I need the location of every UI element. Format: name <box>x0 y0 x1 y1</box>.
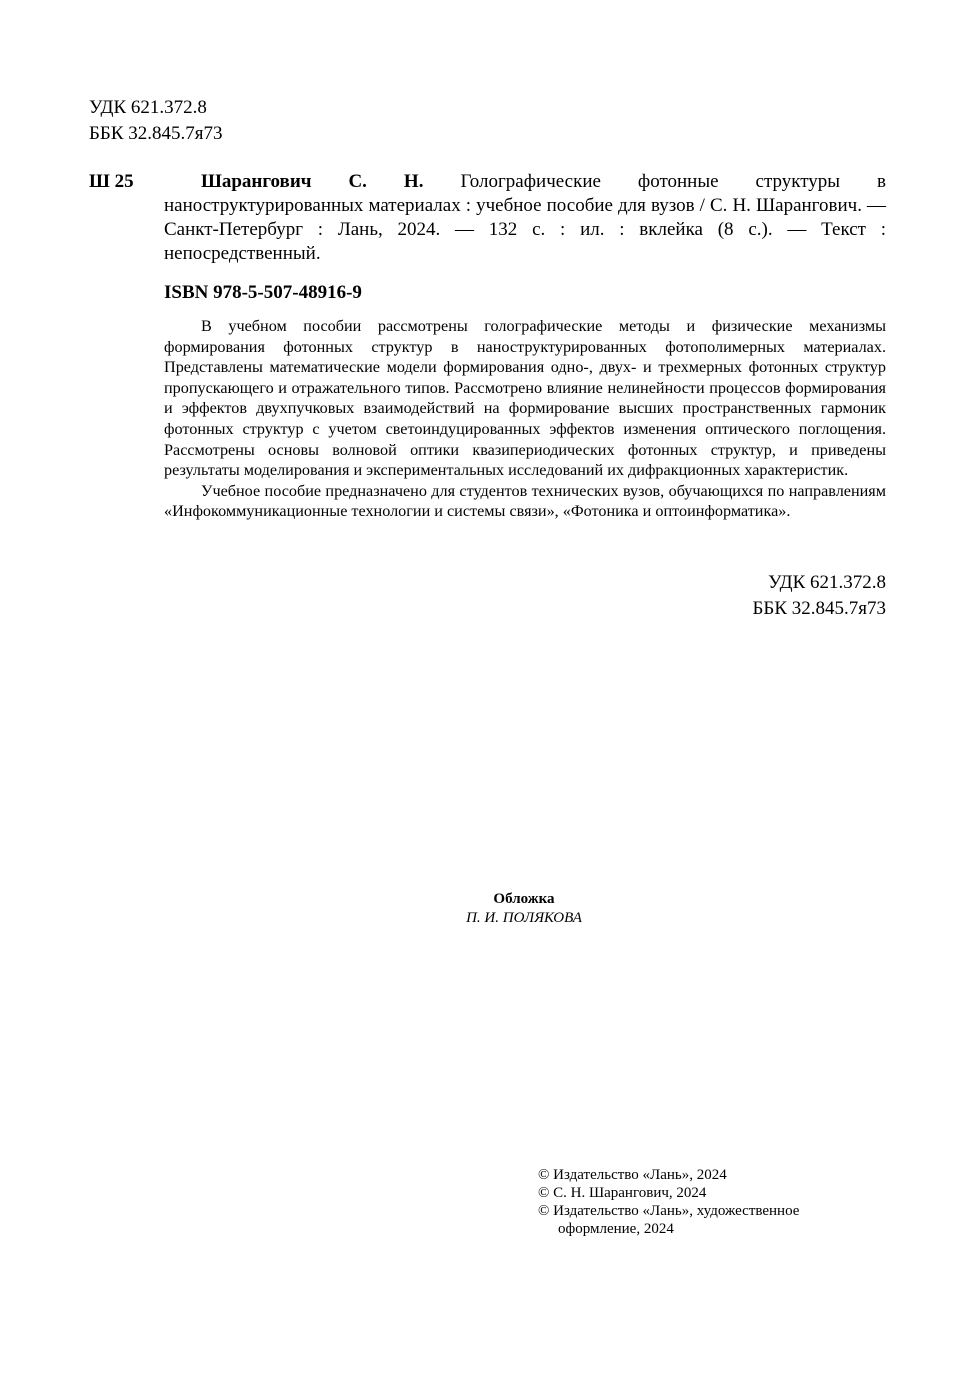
bibliographic-record <box>164 170 886 266</box>
cover-label: Обложка <box>493 891 555 907</box>
author-cipher: Ш 25 <box>89 171 134 192</box>
bibliographic-details: наноструктурированных материалах : учебное пособие для вузов / С. Н. Шарангович. — Санкт-Петербург : Лань, 2024. — 132 с. : ил. : вклейка (8 с.). — Текст : непосредственный. <box>164 195 886 264</box>
isbn: ISBN 978-5-507-48916-9 <box>164 282 362 303</box>
copyright-line-2: © С. Н. Шарангович, 2024 <box>538 1185 707 1201</box>
title-line: Голографические фотонные структуры в <box>460 171 886 192</box>
copyright-line-3: © Издательство «Лань», художественное <box>538 1203 800 1219</box>
bbk-code: ББК 32.845.7я73 <box>89 123 223 144</box>
author-name: Шарангович С. Н. <box>201 171 424 192</box>
copyright-line-4: оформление, 2024 <box>558 1221 674 1237</box>
udk-code: УДК 621.372.8 <box>89 97 207 118</box>
annotation <box>164 316 886 522</box>
copyright-line-1: © Издательство «Лань», 2024 <box>538 1167 727 1183</box>
cover-credit <box>0 890 976 928</box>
copyright-block <box>538 1166 799 1238</box>
cover-designer: П. И. ПОЛЯКОВА <box>466 910 582 926</box>
udk-code-bottom: УДК 621.372.8 <box>768 572 886 593</box>
header-codes <box>89 95 222 147</box>
bbk-code-bottom: ББК 32.845.7я73 <box>752 598 886 619</box>
footer-codes <box>753 570 886 622</box>
annotation-paragraph-1: В учебном пособии рассмотрены голографические методы и физические механизмы формирования фотонных структур в наноструктурированных фотополимерных материалах. Представлены математические модели формирования одно-, двух- и трехмерных фотонных структур пропускающего и отражательного типов. Рассмотрено влияние нелинейности процессов формирования и эффектов двухпучковых взаимодействий на формирование высших пространственных гармоник фотонных структур с учетом светоиндуцированных эффектов изменения оптического поглощения. Рассмотрены основы волновой оптики квазипериодических фотонных структур, и приведены результаты моделирования и экспериментальных исследований их дифракционных характеристик. <box>164 317 886 480</box>
annotation-paragraph-2: Учебное пособие предназначено для студентов технических вузов, обучающихся по направлениям «Инфокоммуникационные технологии и системы связи», «Фотоника и оптоинформатика». <box>164 481 886 521</box>
